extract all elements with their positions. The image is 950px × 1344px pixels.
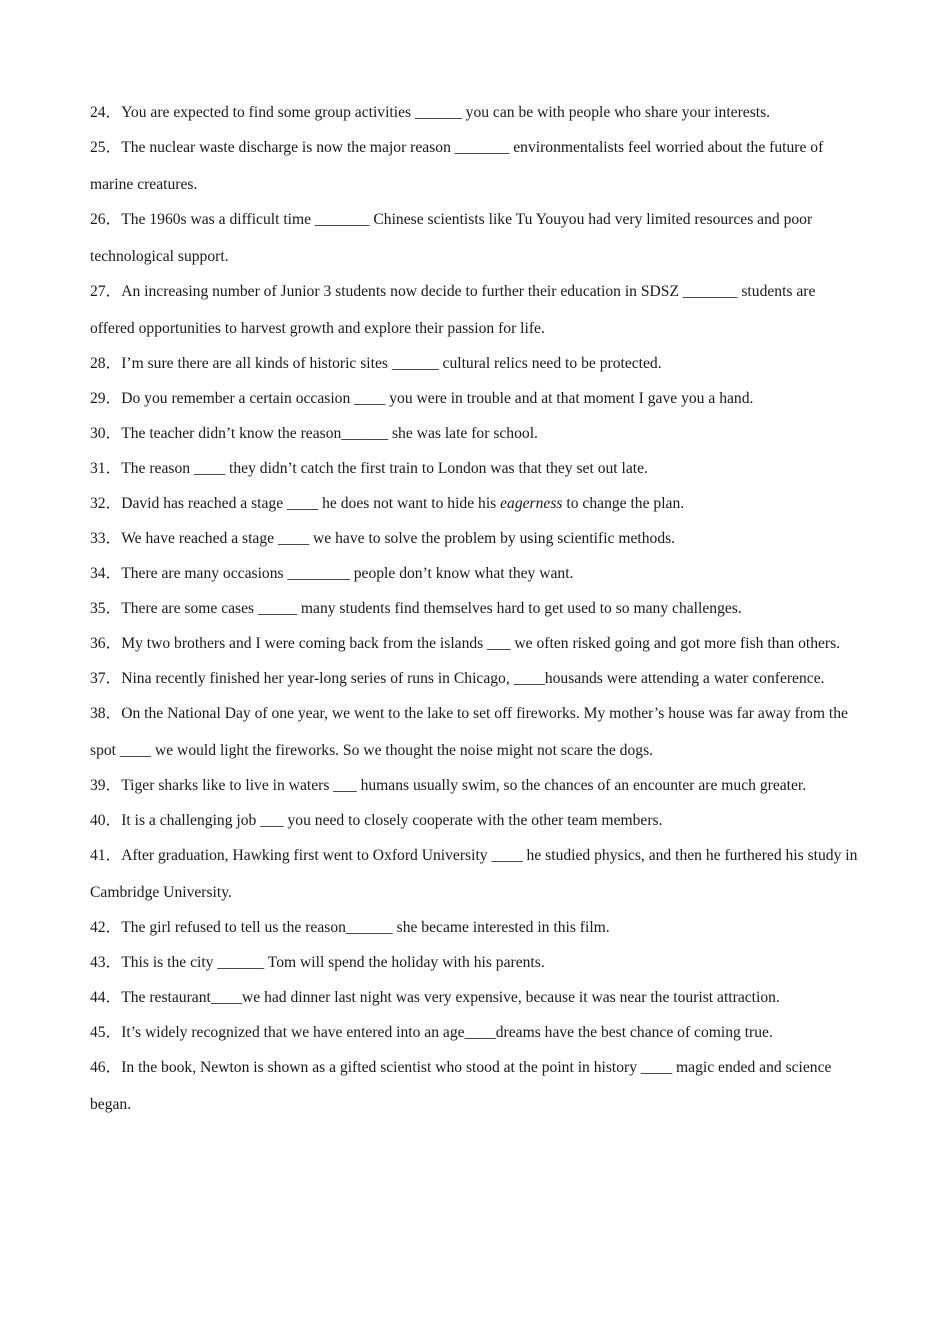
question-number: 28 [90,355,106,372]
question-text: It’s widely recognized that we have entered into an age____dreams have the best chance of coming true. [121,1024,773,1041]
question-number: 29 [90,390,106,407]
question-number: 45 [90,1024,106,1041]
number-separator: ． [105,919,122,936]
question-number: 25 [90,139,106,156]
question-number: 35 [90,600,106,617]
number-separator: ． [105,355,122,372]
question-46 [90,1049,862,1123]
number-separator: ． [105,1024,122,1041]
question-41 [90,837,862,911]
number-separator: ． [105,495,122,512]
question-39 [90,767,862,804]
question-number: 39 [90,777,106,794]
question-number: 38 [90,705,106,722]
question-number: 40 [90,812,106,829]
question-text: This is the city ______ Tom will spend the holiday with his parents. [121,954,545,971]
question-text: Nina recently finished her year-long series of runs in Chicago, ____housands were attending a water conference. [121,670,825,687]
question-number: 42 [90,919,106,936]
question-number: 44 [90,989,106,1006]
question-40 [90,802,862,839]
question-text: On the National Day of one year, we went to the lake to set off fireworks. My mother’s house was far away from the spot ____ we would light the fireworks. So we thought the noise might not scare the dogs. [90,705,848,759]
question-number: 24 [90,104,106,121]
italic-word: eagerness [500,495,563,512]
number-separator: ． [105,425,122,442]
question-number: 27 [90,283,106,300]
question-text: You are expected to find some group activities ______ you can be with people who share your interests. [121,104,771,121]
question-number: 31 [90,460,106,477]
question-text: Tiger sharks like to live in waters ___ humans usually swim, so the chances of an encounter are much greater. [121,777,807,794]
question-number: 37 [90,670,106,687]
question-number: 46 [90,1059,106,1076]
question-31 [90,450,862,487]
question-44 [90,979,862,1016]
question-text: There are some cases _____ many students find themselves hard to get used to so many challenges. [121,600,742,617]
question-number: 36 [90,635,106,652]
number-separator: ． [105,139,122,156]
question-32 [90,485,862,522]
question-34 [90,555,862,592]
number-separator: ． [105,565,122,582]
question-36 [90,625,862,662]
number-separator: ． [105,705,122,722]
number-separator: ． [105,954,122,971]
question-text: My two brothers and I were coming back from the islands ___ we often risked going and got more fish than others. [121,635,841,652]
question-text: The restaurant____we had dinner last night was very expensive, because it was near the tourist attraction. [121,989,780,1006]
number-separator: ． [105,989,122,1006]
number-separator: ． [105,600,122,617]
number-separator: ． [105,1059,122,1076]
question-list [90,94,862,1121]
question-text: We have reached a stage ____ we have to solve the problem by using scientific methods. [121,530,676,547]
number-separator: ． [105,670,122,687]
number-separator: ． [105,211,122,228]
question-text: The nuclear waste discharge is now the major reason _______ environmentalists feel worried about the future of marine creatures. [90,139,824,193]
number-separator: ． [105,104,122,121]
question-number: 34 [90,565,106,582]
question-29 [90,380,862,417]
question-24 [90,94,862,131]
number-separator: ． [105,460,122,477]
question-number: 43 [90,954,106,971]
question-text-after: to change the plan. [562,495,685,512]
question-27 [90,273,862,347]
question-text: There are many occasions ________ people don’t know what they want. [121,565,574,582]
number-separator: ． [105,390,122,407]
question-28 [90,345,862,382]
question-number: 26 [90,211,106,228]
question-text: The teacher didn’t know the reason______ she was late for school. [121,425,538,442]
number-separator: ． [105,847,122,864]
number-separator: ． [105,283,122,300]
question-text: In the book, Newton is shown as a gifted scientist who stood at the point in history ____ magic ended and science began. [90,1059,832,1113]
question-43 [90,944,862,981]
question-text: The girl refused to tell us the reason______ she became interested in this film. [121,919,610,936]
question-number: 30 [90,425,106,442]
question-45 [90,1014,862,1051]
question-number: 32 [90,495,106,512]
question-text: After graduation, Hawking first went to Oxford University ____ he studied physics, and then he furthered his study in Cambridge University. [90,847,858,901]
number-separator: ． [105,812,122,829]
question-number: 33 [90,530,106,547]
question-text: It is a challenging job ___ you need to closely cooperate with the other team members. [121,812,663,829]
question-30 [90,415,862,452]
question-text: An increasing number of Junior 3 students now decide to further their education in SDSZ _______ students are offered opportunities to harvest growth and explore their passion for life. [90,283,816,337]
question-37 [90,660,862,697]
question-25 [90,129,862,203]
question-text: I’m sure there are all kinds of historic sites ______ cultural relics need to be protected. [121,355,662,372]
question-38 [90,695,862,769]
question-number: 41 [90,847,106,864]
question-42 [90,909,862,946]
question-33 [90,520,862,557]
question-text: Do you remember a certain occasion ____ you were in trouble and at that moment I gave you a hand. [121,390,754,407]
question-26 [90,201,862,275]
number-separator: ． [105,635,122,652]
number-separator: ． [105,777,122,794]
question-text-before: David has reached a stage ____ he does not want to hide his [121,495,501,512]
number-separator: ． [105,530,122,547]
question-text: The reason ____ they didn’t catch the first train to London was that they set out late. [121,460,648,477]
question-text: The 1960s was a difficult time _______ Chinese scientists like Tu Youyou had very limited resources and poor technological support. [90,211,813,265]
question-35 [90,590,862,627]
